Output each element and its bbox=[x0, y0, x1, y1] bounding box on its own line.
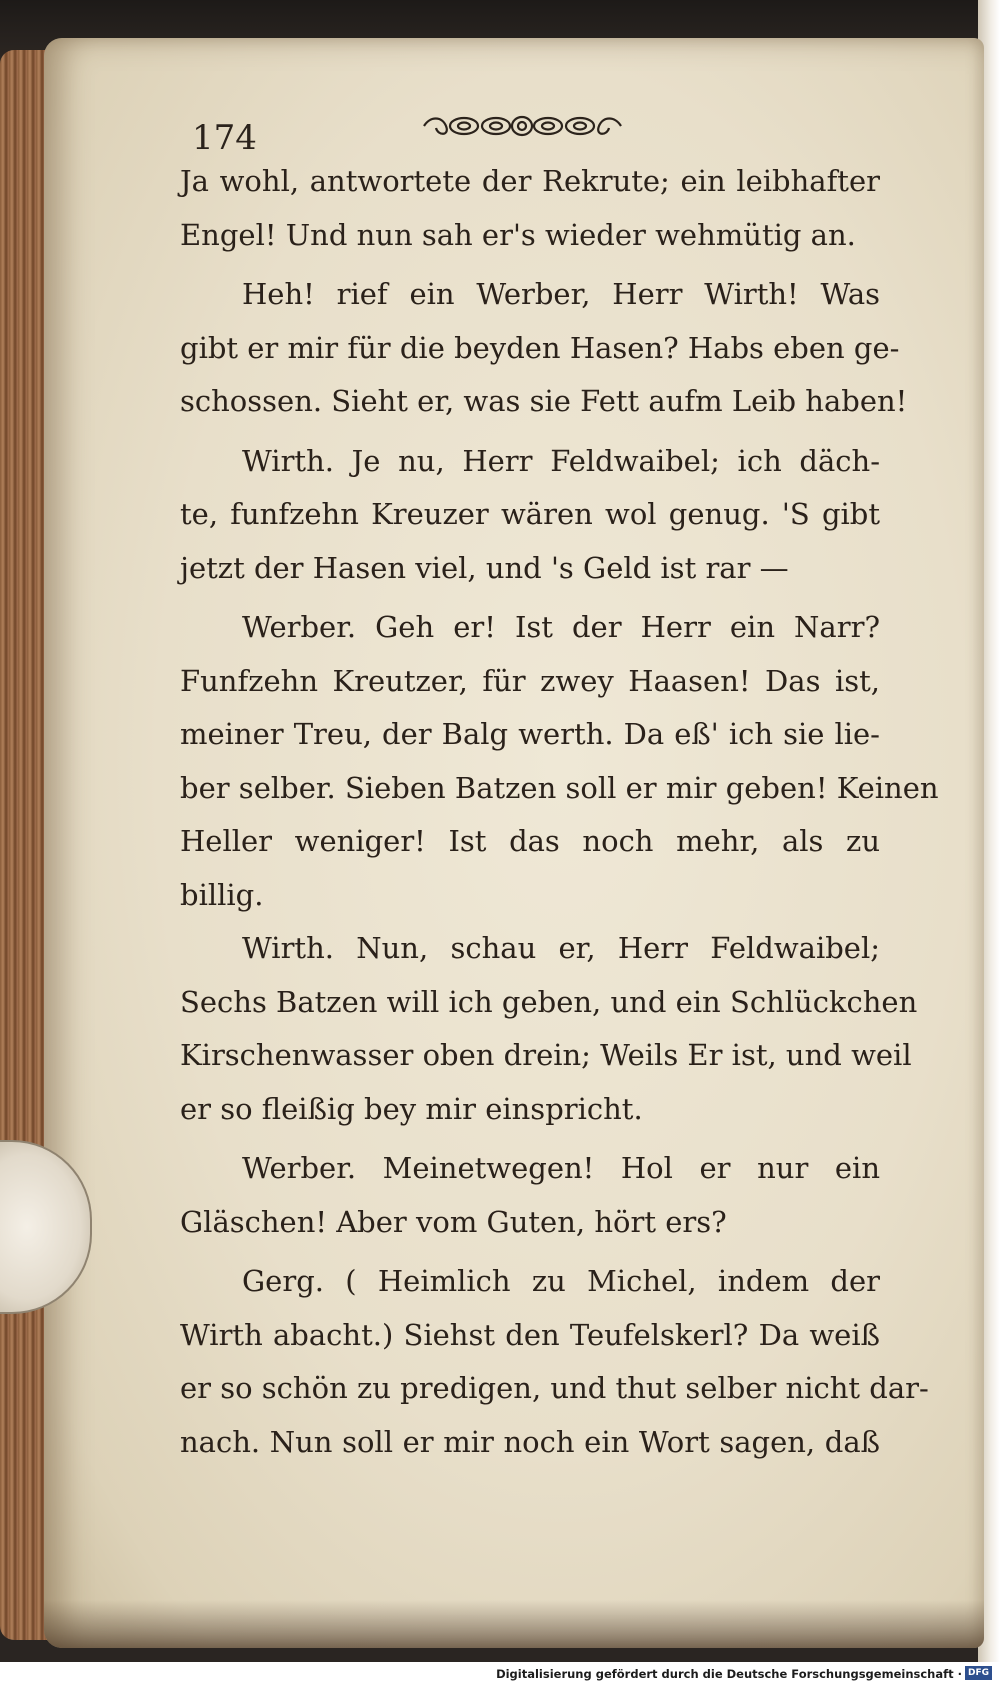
page-body-text bbox=[180, 155, 939, 1469]
text-line: Ja wohl, antwortete der Rekrute; ein leibhafter bbox=[180, 164, 880, 198]
digitization-credit: Digitalisierung gefördert durch die Deutsche Forschungsgemeinschaft · bbox=[496, 1667, 962, 1681]
text-line: ber selber. Sieben Batzen soll er mir geben! Keinen bbox=[180, 770, 939, 805]
dfg-logo: DFG bbox=[965, 1666, 992, 1680]
page-number: 174 bbox=[192, 118, 257, 158]
text-line: Wirth. Je nu, Herr Feldwaibel; ich däch- bbox=[242, 443, 880, 478]
text-line: nach. Nun soll er mir noch ein Wort sagen, daß bbox=[180, 1424, 880, 1459]
text-line: gibt er mir für die beyden Hasen? Habs eben ge- bbox=[180, 330, 900, 365]
text-line: Heh! rief ein Werber, Herr Wirth! Was bbox=[242, 277, 880, 311]
text-line: Funfzehn Kreutzer, für zwey Haasen! Das ist, bbox=[180, 663, 880, 698]
text-line: er so fleißig bey mir einspricht. bbox=[180, 1091, 643, 1126]
text-line: jetzt der Hasen viel, und 's Geld ist rar — bbox=[180, 550, 789, 585]
text-line: billig. bbox=[180, 877, 264, 912]
text-line: er so schön zu predigen, und thut selber nicht dar- bbox=[180, 1371, 929, 1405]
text-line: Werber. Geh er! Ist der Herr ein Narr? bbox=[242, 610, 880, 644]
text-line: Engel! Und nun sah er's wieder wehmütig an. bbox=[180, 217, 856, 252]
text-line: Wirth abacht.) Siehst den Teufelskerl? Da weiß bbox=[180, 1317, 880, 1352]
page-bottom-shadow bbox=[44, 1600, 984, 1648]
text-line: Wirth. Nun, schau er, Herr Feldwaibel; bbox=[242, 931, 880, 965]
text-line: schossen. Sieht er, was sie Fett aufm Leib haben! bbox=[180, 384, 908, 418]
text-line: te, funfzehn Kreuzer wären wol genug. 'S gibt bbox=[180, 497, 880, 531]
text-line: meiner Treu, der Balg werth. Da eß' ich sie lie- bbox=[180, 717, 880, 751]
text-line: Kirschenwasser oben drein; Weils Er ist, und weil bbox=[180, 1038, 912, 1072]
header-ornament bbox=[420, 112, 625, 140]
text-line: Heller weniger! Ist das noch mehr, als zu bbox=[180, 824, 880, 858]
text-line: Werber. Meinetwegen! Hol er nur ein bbox=[242, 1151, 880, 1185]
text-line: Gerg. ( Heimlich zu Michel, indem der bbox=[242, 1264, 880, 1298]
text-line: Sechs Batzen will ich geben, und ein Schlückchen bbox=[180, 984, 918, 1019]
text-line: Gläschen! Aber vom Guten, hört ers? bbox=[180, 1204, 727, 1239]
